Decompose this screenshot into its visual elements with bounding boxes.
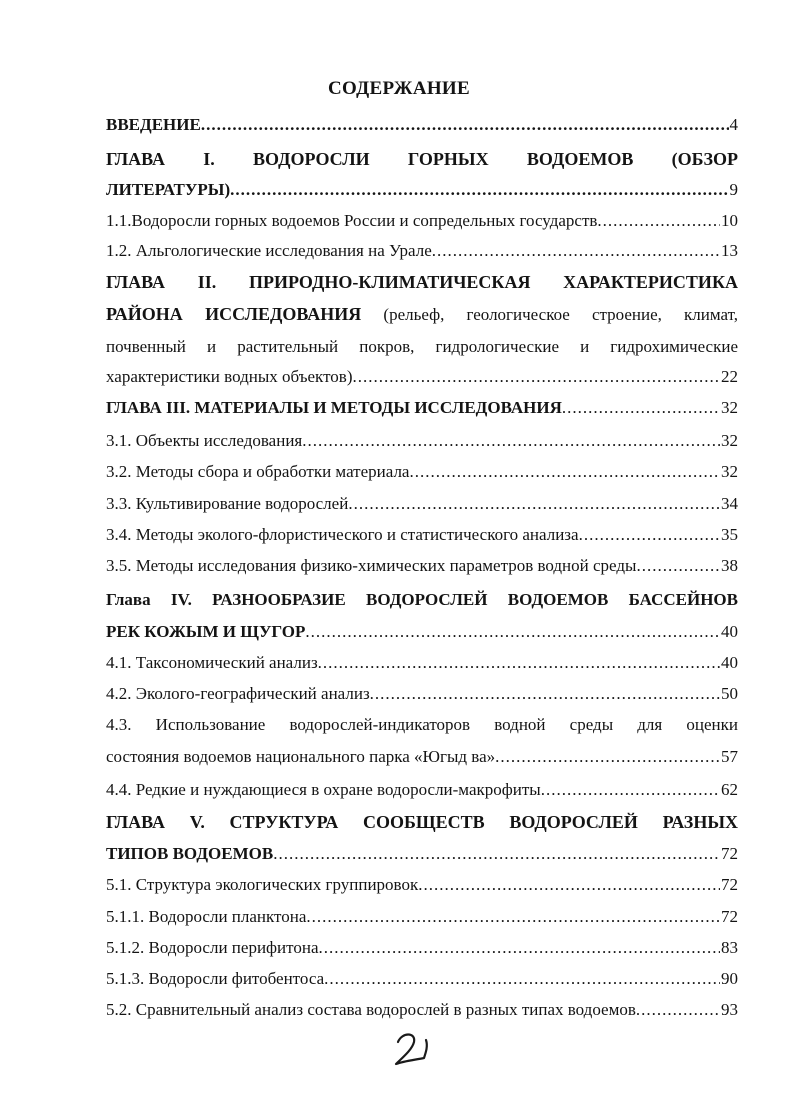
toc-leader-dots (636, 999, 720, 1021)
toc-page-number: 32 (721, 398, 738, 417)
toc-page-number: 83 (721, 938, 738, 957)
toc-entry-text: 3.3. Культивирование водорослей (106, 494, 349, 513)
toc-chapter-2-line2[interactable] (106, 303, 738, 325)
toc-chapter-1-line2[interactable] (106, 179, 738, 201)
toc-entry-text: 1.2. Альгологические исследования на Урале (106, 241, 432, 260)
toc-page-number: 13 (721, 241, 738, 260)
toc-leader-dots (495, 746, 720, 768)
toc-leader-dots (418, 874, 720, 896)
toc-entry-text: 4.2. Эколого-географический анализ (106, 684, 370, 703)
toc-entry-text: 5.1.2. Водоросли перифитона (106, 938, 319, 957)
toc-entry-1-1[interactable] (106, 210, 738, 232)
toc-chapter-4-line1[interactable]: Глава IV. РАЗНООБРАЗИЕ ВОДОРОСЛЕЙ ВОДОЕМОВ БАССЕЙНОВ (106, 590, 738, 609)
toc-leader-dots (348, 493, 720, 515)
toc-entry-5-2[interactable] (106, 999, 738, 1021)
toc-entry-3-2[interactable] (106, 461, 738, 483)
toc-page-number: 32 (721, 431, 738, 450)
toc-chapter-2-bold-part: РАЙОНА ИССЛЕДОВАНИЯ (106, 304, 362, 324)
toc-page-number: 4 (729, 115, 738, 134)
toc-leader-dots (324, 968, 720, 990)
toc-leader-dots (306, 906, 720, 928)
toc-chapter-2-line3[interactable]: почвенный и растительный покров, гидрологические и гидрохимические (106, 337, 738, 356)
handwritten-page-number (392, 1030, 432, 1070)
toc-leader-dots (636, 555, 720, 577)
toc-page-number: 57 (721, 747, 738, 766)
toc-entry-4-1[interactable] (106, 652, 738, 674)
toc-entry-3-1[interactable] (106, 430, 738, 452)
toc-entry-text: РЕК КОЖЫМ И ЩУГОР (106, 622, 306, 641)
toc-leader-dots (319, 937, 721, 959)
toc-entry-text: 3.5. Методы исследования физико-химических параметров водной среды (106, 556, 637, 575)
toc-entry-text: 5.1.3. Водоросли фитобентоса (106, 969, 325, 988)
toc-page-number: 40 (721, 653, 738, 672)
toc-page-number: 72 (721, 875, 738, 894)
toc-leader-dots (305, 621, 720, 643)
toc-leader-dots (562, 397, 720, 419)
toc-leader-dots (432, 240, 720, 262)
toc-page-number: 32 (721, 462, 738, 481)
toc-entry-text: ГЛАВА III. МАТЕРИАЛЫ И МЕТОДЫ ИССЛЕДОВАНИЯ (106, 398, 562, 417)
toc-entry-3-5[interactable] (106, 555, 738, 577)
toc-leader-dots (273, 843, 720, 865)
toc-page-number: 90 (721, 969, 738, 988)
toc-chapter-3[interactable] (106, 397, 738, 419)
toc-page-number: 62 (721, 780, 738, 799)
toc-page-number: 38 (721, 556, 738, 575)
toc-entry-text: 5.2. Сравнительный анализ состава водорослей в разных типах водоемов (106, 1000, 636, 1019)
toc-entry-4-3-line2[interactable] (106, 746, 738, 768)
toc-leader-dots (230, 179, 728, 201)
toc-leader-dots (541, 779, 720, 801)
toc-entry-text: состояния водоемов национального парка «Югыд ва» (106, 747, 496, 766)
toc-page-number: 72 (721, 844, 738, 863)
toc-entry-text: 4.4. Редкие и нуждающиеся в охране водоросли-макрофиты (106, 780, 541, 799)
toc-entry-intro[interactable] (106, 114, 738, 136)
toc-entry-text: 5.1. Структура экологических группировок (106, 875, 419, 894)
toc-entry-3-3[interactable] (106, 493, 738, 515)
toc-leader-dots (201, 114, 729, 136)
toc-chapter-2-rest: (рельеф, геологическое строение, климат, (383, 305, 738, 324)
toc-page-number: 10 (721, 211, 738, 230)
toc-entry-text: 3.2. Методы сбора и обработки материала (106, 462, 410, 481)
toc-leader-dots (352, 366, 720, 388)
toc-entry-text: 4.1. Таксономический анализ (106, 653, 318, 672)
toc-page-number: 50 (721, 684, 738, 703)
toc-entry-5-1-3[interactable] (106, 968, 738, 990)
toc-entry-text: ЛИТЕРАТУРЫ) (106, 180, 231, 199)
toc-leader-dots (579, 524, 720, 546)
toc-entry-text: 3.4. Методы эколого-флористического и статистического анализа (106, 525, 579, 544)
toc-chapter-5-line1[interactable]: ГЛАВА V. СТРУКТУРА СООБЩЕСТВ ВОДОРОСЛЕЙ РАЗНЫХ (106, 812, 738, 832)
toc-leader-dots (597, 210, 720, 232)
toc-entry-text: 1.1.Водоросли горных водоемов России и сопредельных государств (106, 211, 598, 230)
toc-entry-text: ВВЕДЕНИЕ (106, 115, 201, 134)
toc-page-number: 22 (721, 367, 738, 386)
toc-page-number: 72 (721, 907, 738, 926)
toc-chapter-2-line4[interactable] (106, 366, 738, 388)
page-title: СОДЕРЖАНИЕ (328, 78, 470, 99)
toc-chapter-5-line2[interactable] (106, 843, 738, 865)
toc-entry-5-1[interactable] (106, 874, 738, 896)
toc-page-number: 93 (721, 1000, 738, 1019)
toc-leader-dots (318, 652, 720, 674)
toc-entry-3-4[interactable] (106, 524, 738, 546)
toc-page-number: 34 (721, 494, 738, 513)
toc-entry-5-1-1[interactable] (106, 906, 738, 928)
toc-entry-4-2[interactable] (106, 683, 738, 705)
toc-chapter-2-line1[interactable]: ГЛАВА II. ПРИРОДНО-КЛИМАТИЧЕСКАЯ ХАРАКТЕРИСТИКА (106, 272, 738, 292)
toc-page-number: 35 (721, 525, 738, 544)
toc-entry-1-2[interactable] (106, 240, 738, 262)
toc-entry-text: 5.1.1. Водоросли планктона (106, 907, 307, 926)
toc-leader-dots (370, 683, 720, 705)
toc-leader-dots (409, 461, 720, 483)
toc-entry-text: ТИПОВ ВОДОЕМОВ (106, 844, 274, 863)
toc-chapter-4-line2[interactable] (106, 621, 738, 643)
toc-entry-text: 3.1. Объекты исследования (106, 431, 303, 450)
toc-entry-4-4[interactable] (106, 779, 738, 801)
toc-entry-text: характеристики водных объектов) (106, 367, 353, 386)
toc-entry-4-3-line1[interactable]: 4.3. Использование водорослей-индикаторов водной среды для оценки (106, 715, 738, 734)
toc-entry-5-1-2[interactable] (106, 937, 738, 959)
toc-page-number: 9 (729, 180, 738, 199)
toc-leader-dots (302, 430, 720, 452)
toc-chapter-1-line1[interactable]: ГЛАВА I. ВОДОРОСЛИ ГОРНЫХ ВОДОЕМОВ (ОБЗОР (106, 149, 738, 169)
toc-page-number: 40 (721, 622, 738, 641)
